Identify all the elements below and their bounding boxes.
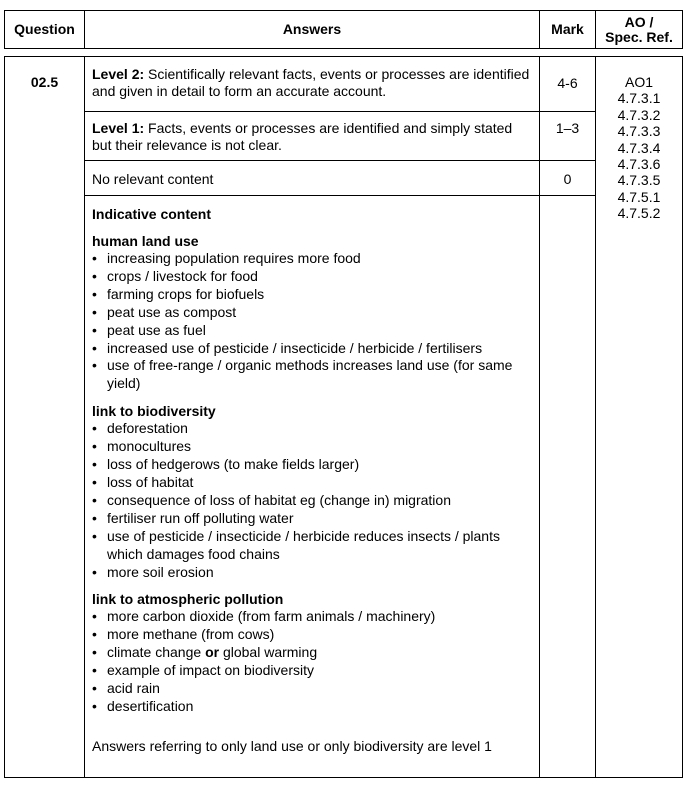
list-item: • fertiliser run off polluting water xyxy=(92,510,533,528)
atmospheric-list xyxy=(92,608,533,715)
level-1-text xyxy=(85,112,540,161)
spec-ref: 4.7.5.1 xyxy=(617,188,661,205)
final-note: Answers referring to only land use or only biodiversity are level 1 xyxy=(92,737,492,754)
list-item: • example of impact on biodiversity xyxy=(92,662,533,680)
spec-ref: 4.7.3.4 xyxy=(617,139,661,156)
list-item: • use of pesticide / insecticide / herbicide reduces insects / plants which damages food chains xyxy=(92,528,533,564)
level-1-row xyxy=(5,112,683,161)
list-item: • more methane (from cows) xyxy=(92,626,533,644)
spec-ref: 4.7.3.1 xyxy=(617,90,661,107)
header-mark: Mark xyxy=(540,11,596,49)
list-item: • more carbon dioxide (from farm animals / machinery) xyxy=(92,608,533,626)
list-item: • crops / livestock for food xyxy=(92,268,533,286)
biodiversity-list xyxy=(92,420,533,581)
no-content-text: No relevant content xyxy=(85,161,540,196)
indicative-content xyxy=(85,196,540,778)
header-answers: Answers xyxy=(85,11,540,49)
spec-ref: 4.7.3.2 xyxy=(617,106,661,123)
header-ao-line1: AO / xyxy=(624,13,654,30)
level-1-label: Level 1: xyxy=(92,120,145,136)
header-table xyxy=(4,10,683,49)
list-item: • loss of habitat xyxy=(92,474,533,492)
level-2-text xyxy=(85,57,540,112)
header-ao xyxy=(596,11,683,49)
list-item: • increasing population requires more food xyxy=(92,250,533,268)
header-question: Question xyxy=(5,11,85,49)
no-content-mark: 0 xyxy=(540,161,596,196)
level-1-mark: 1–3 xyxy=(540,112,596,161)
spec-ref: 4.7.3.3 xyxy=(617,123,661,140)
list-item: • use of free-range / organic methods increases land use (for same yield) xyxy=(92,357,533,393)
section-title-atmospheric: link to atmospheric pollution xyxy=(92,591,284,608)
climate-or-text: or xyxy=(205,644,220,661)
indicative-title: Indicative content xyxy=(92,206,212,222)
list-item xyxy=(92,644,533,662)
list-item: • consequence of loss of habitat eg (change in) migration xyxy=(92,492,533,510)
level-1-description: Facts, events or processes are identified and simply stated but their relevance is not clear. xyxy=(92,120,513,153)
indicative-row xyxy=(5,196,683,778)
header-table-wrap xyxy=(4,10,682,49)
header-row xyxy=(5,11,683,49)
indicative-mark-cell xyxy=(540,196,596,778)
level-2-description: Scientifically relevant facts, events or processes are identified and given in detail to form an accurate account. xyxy=(92,66,530,99)
list-item: • farming crops for biofuels xyxy=(92,286,533,304)
body-table-wrap xyxy=(4,56,682,778)
list-item: • increased use of pesticide / insecticide / herbicide / fertilisers xyxy=(92,340,533,358)
level-2-mark: 4-6 xyxy=(540,57,596,112)
spec-ref: 4.7.3.6 xyxy=(617,156,661,173)
climate-change-text: climate change xyxy=(107,644,206,661)
list-item: • monocultures xyxy=(92,438,533,456)
no-content-row xyxy=(5,161,683,196)
spec-ref: 4.7.5.2 xyxy=(617,205,661,222)
spec-ref: 4.7.3.5 xyxy=(617,172,661,189)
section-title-biodiversity: link to biodiversity xyxy=(92,403,216,420)
question-number: 02.5 xyxy=(5,57,85,778)
ao-ref: AO1 xyxy=(624,74,653,90)
list-item: • more soil erosion xyxy=(92,564,533,582)
body-table xyxy=(4,56,683,778)
global-warming-text: global warming xyxy=(219,644,318,661)
list-item: • loss of hedgerows (to make fields larger) xyxy=(92,456,533,474)
list-item: • peat use as compost xyxy=(92,304,533,322)
list-item: • acid rain xyxy=(92,680,533,698)
level-2-row xyxy=(5,57,683,112)
list-item: • peat use as fuel xyxy=(92,322,533,340)
list-item: • desertification xyxy=(92,698,533,716)
header-ao-line2: Spec. Ref. xyxy=(605,28,673,45)
section-title-land-use: human land use xyxy=(92,233,199,249)
list-item: • deforestation xyxy=(92,420,533,438)
ao-spec-refs xyxy=(596,57,683,778)
land-use-list xyxy=(92,250,533,393)
level-2-label: Level 2: xyxy=(92,66,145,82)
